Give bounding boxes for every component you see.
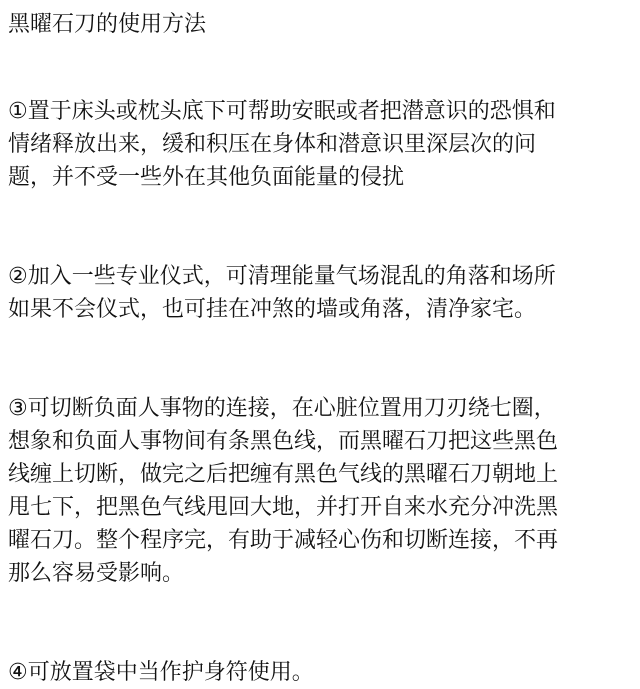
usage-item-3-line-1: ③可切断负面人事物的连接，在心脏位置用刀刃绕七圈， (8, 396, 556, 421)
usage-item-2-line-2: 如果不会仪式，也可挂在冲煞的墙或角落，清净家宅。 (8, 297, 537, 322)
usage-item-1 (8, 95, 632, 194)
usage-item-1-line-1: ①置于床头或枕头底下可帮助安眠或者把潜意识的恐惧和 (8, 99, 556, 124)
usage-item-4 (8, 656, 632, 689)
usage-item-1-line-2: 情绪释放出来，缓和积压在身体和潜意识里深层次的问 (8, 132, 537, 157)
usage-item-2-line-1: ②加入一些专业仪式，可清理能量气场混乱的角落和场所 (8, 264, 556, 289)
usage-list (8, 95, 632, 689)
usage-item-3-line-4: 甩七下，把黑色气线甩回大地，并打开自来水充分冲洗黑 (8, 495, 559, 520)
usage-item-4-line-1: ④可放置袋中当作护身符使用。 (8, 660, 314, 685)
usage-item-3-line-5: 曜石刀。整个程序完，有助于减轻心伤和切断连接，不再 (8, 528, 559, 553)
usage-item-3-line-2: 想象和负面人事物间有条黑色线，而黑曜石刀把这些黑色 (8, 429, 559, 454)
usage-item-3-line-6: 那么容易受影响。 (8, 561, 185, 586)
usage-item-3-line-3: 线缠上切断，做完之后把缠有黑色气线的黑曜石刀朝地上 (8, 462, 559, 487)
usage-item-2 (8, 260, 632, 326)
page-title: 黑曜石刀的使用方法 (8, 12, 207, 37)
usage-item-1-line-3: 题，并不受一些外在其他负面能量的侵扰 (8, 165, 405, 190)
usage-item-3 (8, 392, 632, 590)
